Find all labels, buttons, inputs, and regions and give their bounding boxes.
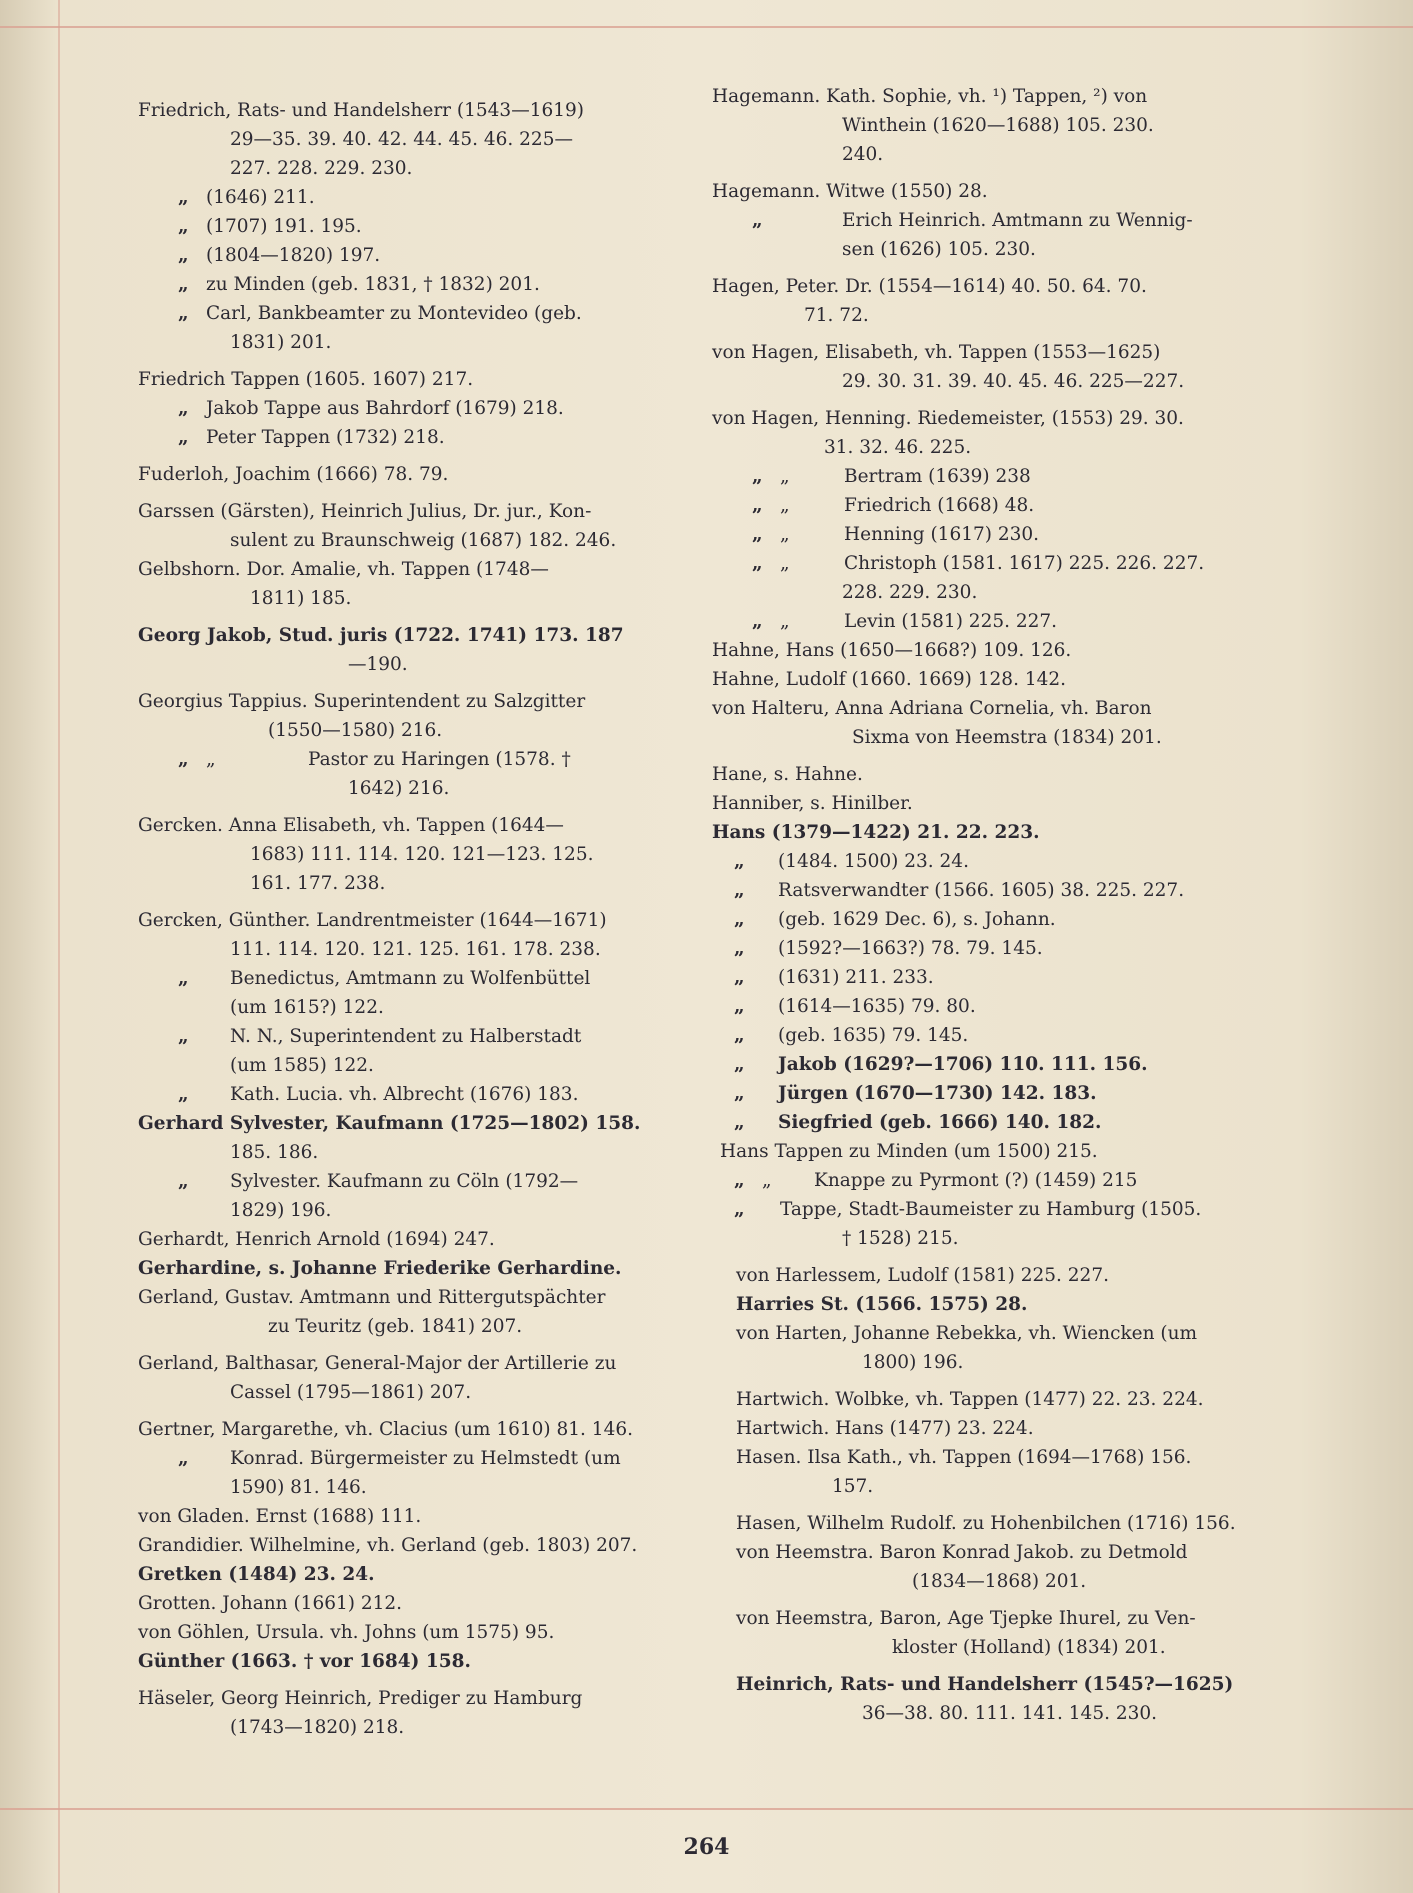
index-entry	[712, 905, 1272, 934]
ditto-mark: „	[780, 524, 790, 545]
index-entry	[712, 665, 1272, 694]
ditto-mark: „	[734, 967, 745, 988]
entry-line: Gercken. Anna Elisabeth, vh. Tappen (1644—	[138, 815, 564, 836]
index-entry	[138, 1531, 698, 1560]
entry-line: Hartwich. Wolbke, vh. Tappen (1477) 22. 23. 224.	[736, 1389, 1204, 1410]
entry-line: Friedrich, Rats- und Handelsherr (1543—1619)	[138, 100, 584, 121]
index-entry	[138, 1225, 698, 1254]
index-column-left	[138, 96, 698, 1742]
index-entry	[712, 1509, 1272, 1538]
index-entry	[138, 96, 698, 183]
ditto-mark: „	[752, 524, 763, 545]
index-entry	[138, 1080, 698, 1109]
index-entry	[712, 607, 1272, 636]
entry-line: 1831) 201.	[230, 332, 332, 353]
entry-line: Gelbshorn. Dor. Amalie, vh. Tappen (1748—	[138, 559, 549, 580]
index-entry	[712, 491, 1272, 520]
entry-line: Georgius Tappius. Superintendent zu Salzgitter	[138, 691, 586, 712]
entry-line: 1811) 185.	[250, 588, 352, 609]
index-entry	[138, 1589, 698, 1618]
entry-line: Knappe zu Pyrmont (?) (1459) 215	[814, 1170, 1138, 1191]
ditto-mark: „	[780, 553, 790, 574]
entry-line: Garssen (Gärsten), Heinrich Julius, Dr. jur., Kon-	[138, 501, 592, 522]
entry-line: 31. 32. 46. 225.	[824, 437, 972, 458]
index-entry	[712, 1385, 1272, 1414]
entry-line: Cassel (1795—1861) 207.	[230, 1382, 472, 1403]
ditto-mark: „	[734, 1083, 745, 1104]
index-entry	[138, 394, 698, 423]
entry-line: Ratsverwandter (1566. 1605) 38. 225. 227.	[778, 880, 1185, 901]
entry-line: 1683) 111. 114. 120. 121—123. 125.	[250, 844, 594, 865]
ditto-mark: „	[178, 1026, 189, 1047]
index-entry	[712, 462, 1272, 491]
entry-line: Hans (1379—1422) 21. 22. 223.	[712, 822, 1040, 843]
entry-line: 1642) 216.	[348, 778, 450, 799]
index-entry	[712, 1538, 1272, 1596]
ditto-mark: „	[734, 1199, 745, 1220]
entry-line: N. N., Superintendent zu Halberstadt	[230, 1026, 582, 1047]
index-column-right	[712, 82, 1272, 1728]
index-entry	[712, 760, 1272, 789]
entry-line: 71. 72.	[804, 305, 869, 326]
index-entry	[138, 555, 698, 613]
bottom-rule	[0, 1808, 1413, 1810]
index-entry	[138, 241, 698, 270]
entry-line: Benedictus, Amtmann zu Wolfenbüttel	[230, 968, 591, 989]
entry-line: Hartwich. Hans (1477) 23. 224.	[736, 1418, 1034, 1439]
index-entry	[138, 212, 698, 241]
ditto-mark: „	[178, 245, 189, 266]
entry-line: Gercken, Günther. Landrentmeister (1644—1671)	[138, 910, 607, 931]
entry-line: Konrad. Bürgermeister zu Helmstedt (um	[230, 1448, 621, 1469]
entry-line: Friedrich Tappen (1605. 1607) 217.	[138, 369, 474, 390]
index-entry	[138, 1618, 698, 1647]
entry-line: Henning (1617) 230.	[844, 524, 1040, 545]
index-entry	[712, 82, 1272, 169]
ditto-mark: „	[734, 1112, 745, 1133]
entry-line: Hane, s. Hahne.	[712, 764, 863, 785]
index-entry	[712, 1261, 1272, 1290]
top-rule	[0, 26, 1413, 28]
entry-line: (1614—1635) 79. 80.	[778, 996, 976, 1017]
ditto-mark: „	[178, 187, 189, 208]
entry-line: Bertram (1639) 238	[844, 466, 1031, 487]
entry-line: Levin (1581) 225. 227.	[844, 611, 1058, 632]
entry-line: von Halteru, Anna Adriana Cornelia, vh. Baron	[712, 698, 1152, 719]
entry-line: Sylvester. Kaufmann zu Cöln (1792—	[230, 1171, 579, 1192]
entry-line: Pastor zu Haringen (1578. †	[308, 749, 571, 770]
index-entry	[138, 687, 698, 745]
entry-line: Gerhard Sylvester, Kaufmann (1725—1802) 158.	[138, 1113, 641, 1134]
margin-line	[58, 0, 60, 1893]
entry-line: von Hagen, Henning. Riedemeister, (1553) 29. 30.	[712, 408, 1184, 429]
ditto-mark: „	[734, 1054, 745, 1075]
entry-line: Carl, Bankbeamter zu Montevideo (geb.	[206, 303, 582, 324]
ditto-mark: „	[752, 210, 763, 231]
entry-line: Hasen. Ilsa Kath., vh. Tappen (1694—1768) 156.	[736, 1447, 1192, 1468]
index-entry	[138, 1647, 698, 1676]
entry-line: (um 1585) 122.	[230, 1055, 374, 1076]
entry-line: Günther (1663. † vor 1684) 158.	[138, 1651, 471, 1672]
ditto-mark: „	[178, 427, 189, 448]
entry-line: von Heemstra, Baron, Age Tjepke Ihurel, zu Ven-	[736, 1608, 1196, 1629]
index-entry	[138, 1022, 698, 1080]
entry-line: (1550—1580) 216.	[268, 720, 443, 741]
index-entry	[138, 745, 698, 803]
entry-line: sulent zu Braunschweig (1687) 182. 246.	[230, 530, 617, 551]
index-entry	[138, 1684, 698, 1742]
index-entry	[712, 694, 1272, 752]
index-entry	[712, 1079, 1272, 1108]
entry-line: Jakob Tappe aus Bahrdorf (1679) 218.	[206, 398, 564, 419]
index-entry	[138, 1560, 698, 1589]
entry-line: Grotten. Johann (1661) 212.	[138, 1593, 403, 1614]
entry-line: Hanniber, s. Hinilber.	[712, 793, 913, 814]
entry-line: Gerhardt, Henrich Arnold (1694) 247.	[138, 1229, 495, 1250]
entry-line: 185. 186.	[230, 1142, 319, 1163]
entry-line: † 1528) 215.	[842, 1228, 959, 1249]
entry-line: zu Teuritz (geb. 1841) 207.	[268, 1316, 523, 1337]
index-entry	[712, 636, 1272, 665]
entry-line: Peter Tappen (1732) 218.	[206, 427, 445, 448]
entry-line: 29—35. 39. 40. 42. 44. 45. 46. 225—	[230, 129, 573, 150]
entry-line: Jakob (1629?—1706) 110. 111. 156.	[778, 1054, 1148, 1075]
index-entry	[712, 1670, 1272, 1728]
index-entry	[138, 1283, 698, 1341]
index-entry	[712, 847, 1272, 876]
index-entry	[712, 272, 1272, 330]
index-entry	[712, 404, 1272, 462]
entry-line: Hagemann. Witwe (1550) 28.	[712, 181, 988, 202]
ditto-mark: „	[734, 880, 745, 901]
index-entry	[138, 497, 698, 555]
entry-line: zu Minden (geb. 1831, † 1832) 201.	[206, 274, 540, 295]
entry-line: Hagemann. Kath. Sophie, vh. ¹) Tappen, ²) von	[712, 86, 1148, 107]
entry-line: von Göhlen, Ursula. vh. Johns (um 1575) 95.	[138, 1622, 555, 1643]
entry-line: 228. 229. 230.	[842, 582, 978, 603]
entry-line: (1484. 1500) 23. 24.	[778, 851, 969, 872]
ditto-mark: „	[752, 553, 763, 574]
index-entry	[712, 1290, 1272, 1319]
index-entry	[712, 1443, 1272, 1501]
index-entry	[712, 1604, 1272, 1662]
entry-line: von Hagen, Elisabeth, vh. Tappen (1553—1625)	[712, 342, 1161, 363]
ditto-mark: „	[178, 1084, 189, 1105]
entry-line: (geb. 1629 Dec. 6), s. Johann.	[778, 909, 1056, 930]
index-entry	[138, 270, 698, 299]
index-entry	[712, 818, 1272, 847]
index-entry	[138, 1349, 698, 1407]
ditto-mark: „	[178, 303, 189, 324]
entry-line: Hahne, Ludolf (1660. 1669) 128. 142.	[712, 669, 1067, 690]
entry-line: Fuderloh, Joachim (1666) 78. 79.	[138, 464, 449, 485]
entry-line: Hans Tappen zu Minden (um 1500) 215.	[720, 1141, 1098, 1162]
ditto-mark: „	[178, 1448, 189, 1469]
entry-line: (geb. 1635) 79. 145.	[778, 1025, 969, 1046]
ditto-mark: „	[206, 749, 216, 770]
entry-line: Hagen, Peter. Dr. (1554—1614) 40. 50. 64. 70.	[712, 276, 1147, 297]
ditto-mark: „	[762, 1170, 772, 1191]
ditto-mark: „	[752, 466, 763, 487]
ditto-mark: „	[734, 938, 745, 959]
entry-line: 157.	[832, 1476, 874, 1497]
entry-line: 161. 177. 238.	[250, 873, 386, 894]
index-entry	[138, 183, 698, 212]
index-entry	[712, 1195, 1272, 1253]
index-entry	[138, 906, 698, 964]
entry-line: (1592?—1663?) 78. 79. 145.	[778, 938, 1043, 959]
index-entry	[712, 963, 1272, 992]
index-entry	[712, 177, 1272, 206]
entry-line: (1804—1820) 197.	[206, 245, 381, 266]
entry-line: 36—38. 80. 111. 141. 145. 230.	[862, 1703, 1158, 1724]
index-entry	[712, 1414, 1272, 1443]
entry-line: Hahne, Hans (1650—1668?) 109. 126.	[712, 640, 1072, 661]
entry-line: Erich Heinrich. Amtmann zu Wennig-	[842, 210, 1193, 231]
entry-line: Winthein (1620—1688) 105. 230.	[842, 115, 1154, 136]
index-entry	[712, 338, 1272, 396]
ditto-mark: „	[734, 996, 745, 1017]
index-entry	[712, 992, 1272, 1021]
entry-line: von Harten, Johanne Rebekka, vh. Wiencken (um	[736, 1323, 1198, 1344]
entry-line: von Heemstra. Baron Konrad Jakob. zu Detmold	[736, 1542, 1188, 1563]
ditto-mark: „	[178, 274, 189, 295]
ditto-mark: „	[734, 851, 745, 872]
page-number: 264	[683, 1834, 730, 1860]
entry-line: (1707) 191. 195.	[206, 216, 362, 237]
entry-line: Gerland, Gustav. Amtmann und Rittergutspächter	[138, 1287, 606, 1308]
entry-line: Sixma von Heemstra (1834) 201.	[852, 727, 1162, 748]
entry-line: kloster (Holland) (1834) 201.	[892, 1637, 1166, 1658]
entry-line: Georg Jakob, Stud. juris (1722. 1741) 173. 187	[138, 625, 624, 646]
index-entry	[712, 1137, 1272, 1166]
entry-line: 1590) 81. 146.	[230, 1477, 367, 1498]
entry-line: von Gladen. Ernst (1688) 111.	[138, 1506, 422, 1527]
index-entry	[712, 549, 1272, 607]
entry-line: (1646) 211.	[206, 187, 315, 208]
index-entry	[712, 934, 1272, 963]
index-entry	[138, 299, 698, 357]
entry-line: Tappe, Stadt-Baumeister zu Hamburg (1505.	[780, 1199, 1202, 1220]
entry-line: Gretken (1484) 23. 24.	[138, 1564, 375, 1585]
entry-line: Siegfried (geb. 1666) 140. 182.	[778, 1112, 1102, 1133]
entry-line: Gertner, Margarethe, vh. Clacius (um 1610) 81. 146.	[138, 1419, 634, 1440]
index-entry	[712, 520, 1272, 549]
index-entry	[138, 1167, 698, 1225]
entry-line: Gerhardine, s. Johanne Friederike Gerhardine.	[138, 1258, 622, 1279]
entry-line: Grandidier. Wilhelmine, vh. Gerland (geb. 1803) 207.	[138, 1535, 638, 1556]
index-entry	[138, 621, 698, 679]
index-entry	[712, 876, 1272, 905]
ditto-mark: „	[178, 216, 189, 237]
index-entry	[138, 811, 698, 898]
ditto-mark: „	[780, 466, 790, 487]
entry-line: 29. 30. 31. 39. 40. 45. 46. 225—227.	[842, 371, 1185, 392]
entry-line: (1834—1868) 201.	[912, 1571, 1087, 1592]
index-entry	[138, 1444, 698, 1502]
entry-line: Christoph (1581. 1617) 225. 226. 227.	[844, 553, 1205, 574]
entry-line: sen (1626) 105. 230.	[842, 239, 1036, 260]
entry-line: 240.	[842, 144, 884, 165]
index-entry	[712, 1021, 1272, 1050]
entry-line: (1743—1820) 218.	[230, 1717, 405, 1738]
entry-line: Häseler, Georg Heinrich, Prediger zu Hamburg	[138, 1688, 583, 1709]
entry-line: 1829) 196.	[230, 1200, 332, 1221]
ditto-mark: „	[178, 968, 189, 989]
ditto-mark: „	[178, 398, 189, 419]
ditto-mark: „	[734, 1025, 745, 1046]
ditto-mark: „	[734, 909, 745, 930]
entry-line: Kath. Lucia. vh. Albrecht (1676) 183.	[230, 1084, 579, 1105]
entry-line: 111. 114. 120. 121. 125. 161. 178. 238.	[230, 939, 601, 960]
index-entry	[138, 365, 698, 394]
entry-line: —190.	[348, 654, 408, 675]
entry-line: Gerland, Balthasar, General-Major der Artillerie zu	[138, 1353, 617, 1374]
ditto-mark: „	[734, 1170, 745, 1191]
entry-line: Hasen, Wilhelm Rudolf. zu Hohenbilchen (1716) 156.	[736, 1513, 1236, 1534]
index-entry	[138, 1109, 698, 1167]
entry-line: (1631) 211. 233.	[778, 967, 934, 988]
index-entry	[138, 1415, 698, 1444]
entry-line: 227. 228. 229. 230.	[230, 158, 413, 179]
entry-line: Jürgen (1670—1730) 142. 183.	[778, 1083, 1097, 1104]
index-entry	[138, 1254, 698, 1283]
index-entry	[712, 1166, 1272, 1195]
index-entry	[138, 460, 698, 489]
index-entry	[712, 1319, 1272, 1377]
index-entry	[712, 206, 1272, 264]
entry-line: Heinrich, Rats- und Handelsherr (1545?—1625)	[736, 1674, 1234, 1695]
index-entry	[138, 1502, 698, 1531]
index-entry	[712, 1050, 1272, 1079]
ditto-mark: „	[178, 1171, 189, 1192]
ditto-mark: „	[780, 611, 790, 632]
index-entry	[138, 964, 698, 1022]
entry-line: Harries St. (1566. 1575) 28.	[736, 1294, 1028, 1315]
index-entry	[138, 423, 698, 452]
index-entry	[712, 789, 1272, 818]
ditto-mark: „	[752, 611, 763, 632]
entry-line: (um 1615?) 122.	[230, 997, 384, 1018]
entry-line: Friedrich (1668) 48.	[844, 495, 1035, 516]
ditto-mark: „	[178, 749, 189, 770]
ditto-mark: „	[780, 495, 790, 516]
entry-line: von Harlessem, Ludolf (1581) 225. 227.	[736, 1265, 1109, 1286]
ditto-mark: „	[752, 495, 763, 516]
entry-line: 1800) 196.	[862, 1352, 964, 1373]
index-entry	[712, 1108, 1272, 1137]
